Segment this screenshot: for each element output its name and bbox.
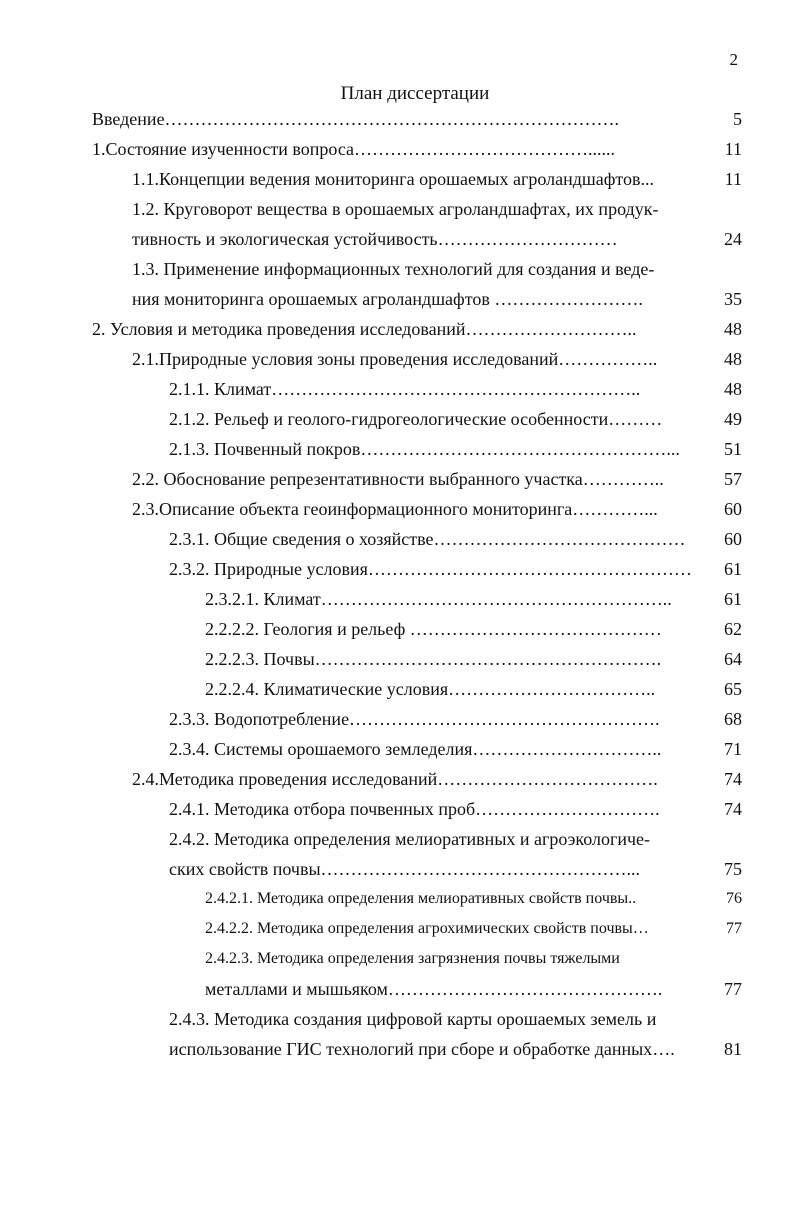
toc-entry-page: 77 bbox=[724, 979, 742, 999]
toc-entry-text: Введение…………………………………………………………………. bbox=[92, 109, 620, 129]
toc-entry bbox=[92, 104, 742, 134]
toc-entry bbox=[92, 734, 742, 764]
toc-entry-page: 74 bbox=[724, 799, 742, 819]
toc-entry-text: 2.3.2. Природные условия……………………………………………… bbox=[169, 559, 692, 579]
toc-entry-text: 2.3.Описание объекта геоинформационного мониторинга…………... bbox=[132, 499, 658, 519]
toc-entry bbox=[92, 224, 742, 254]
toc-entry bbox=[92, 284, 742, 314]
toc-entry-page: 61 bbox=[724, 589, 742, 609]
toc-entry-page: 60 bbox=[724, 499, 742, 519]
toc-entry-text: 2.4.2.1. Методика определения мелиоративных свойств почвы.. bbox=[205, 890, 637, 907]
toc-entry-page: 71 bbox=[724, 739, 742, 759]
toc-entry bbox=[92, 974, 742, 1004]
toc-entry-text: 2.2.2.2. Геология и рельеф …………………………………… bbox=[205, 619, 662, 639]
toc-entry bbox=[92, 404, 742, 434]
toc-entry bbox=[92, 494, 742, 524]
toc-entry bbox=[92, 854, 742, 884]
toc-entry bbox=[92, 1004, 742, 1034]
toc-entry-page: 48 bbox=[724, 319, 742, 339]
toc-entry-page: 60 bbox=[724, 529, 742, 549]
toc-entry bbox=[92, 374, 742, 404]
toc-entry bbox=[92, 764, 742, 794]
toc-entry-page: 81 bbox=[724, 1039, 742, 1059]
toc-entry-text: 2. Условия и методика проведения исследований……………………….. bbox=[92, 319, 637, 339]
toc-entry bbox=[92, 164, 742, 194]
toc-entry-text: 1.Состояние изученности вопроса…………………………………...... bbox=[92, 139, 616, 159]
toc-entry-page: 51 bbox=[724, 439, 742, 459]
toc-entry-text: 2.1.1. Климат…………………………………………………….. bbox=[169, 379, 641, 399]
toc-entry-text: металлами и мышьяком………………………………………. bbox=[205, 979, 663, 999]
toc-entry bbox=[92, 584, 742, 614]
toc-entry-text: 2.3.1. Общие сведения о хозяйстве…………………………………… bbox=[169, 529, 686, 549]
toc-entry-text: 2.4.2. Методика определения мелиоративных и агроэкологиче- bbox=[169, 829, 650, 849]
toc-entry bbox=[92, 554, 742, 584]
toc-entry-page: 35 bbox=[724, 289, 742, 309]
page-title: План диссертации bbox=[340, 83, 490, 104]
toc-entry-text: 1.2. Круговорот вещества в орошаемых агроландшафтах, их продук- bbox=[132, 199, 659, 219]
toc-entry-text: 2.4.2.3. Методика определения загрязнения почвы тяжелыми bbox=[205, 950, 620, 967]
toc-entry-page: 75 bbox=[724, 859, 742, 879]
toc-entry-text: 2.1.3. Почвенный покров……………………………………………... bbox=[169, 439, 680, 459]
toc-entry bbox=[92, 644, 742, 674]
toc-entry bbox=[92, 464, 742, 494]
toc-entry-text: 2.3.4. Системы орошаемого земледелия………………………….. bbox=[169, 739, 662, 759]
toc-entry-text: ния мониторинга орошаемых агроландшафтов ……………………. bbox=[132, 289, 643, 309]
toc-entry-page: 77 bbox=[726, 920, 742, 937]
toc-entry-page: 74 bbox=[724, 769, 742, 789]
toc-entry bbox=[92, 194, 742, 224]
toc-entry bbox=[92, 944, 742, 974]
toc-entry bbox=[92, 314, 742, 344]
toc-entry-page: 76 bbox=[726, 890, 742, 907]
toc-entry bbox=[92, 524, 742, 554]
table-of-contents bbox=[92, 104, 742, 1064]
toc-entry-page: 24 bbox=[724, 229, 742, 249]
toc-entry-page: 49 bbox=[724, 409, 742, 429]
toc-entry-text: 2.2.2.3. Почвы…………………………………………………. bbox=[205, 649, 662, 669]
toc-entry-page: 62 bbox=[724, 619, 742, 639]
toc-entry-page: 68 bbox=[724, 709, 742, 729]
toc-entry bbox=[92, 134, 742, 164]
toc-entry bbox=[92, 254, 742, 284]
toc-entry bbox=[92, 674, 742, 704]
toc-entry-text: 1.3. Применение информационных технологий для создания и веде- bbox=[132, 259, 655, 279]
toc-entry bbox=[92, 824, 742, 854]
toc-entry-text: 2.2.2.4. Климатические условия…………………………….. bbox=[205, 679, 656, 699]
toc-entry-text: 2.2. Обоснование репрезентативности выбранного участка………….. bbox=[132, 469, 664, 489]
toc-entry-text: 2.4.2.2. Методика определения агрохимических свойств почвы… bbox=[205, 920, 649, 937]
toc-entry-text: тивность и экологическая устойчивость………………………… bbox=[132, 229, 618, 249]
toc-entry bbox=[92, 884, 742, 914]
toc-entry-page: 5 bbox=[733, 109, 742, 129]
toc-entry-text: 2.4.Методика проведения исследований………………………………. bbox=[132, 769, 658, 789]
toc-entry bbox=[92, 344, 742, 374]
toc-entry-page: 65 bbox=[724, 679, 742, 699]
toc-entry-text: 2.4.1. Методика отбора почвенных проб…………………………. bbox=[169, 799, 660, 819]
toc-entry bbox=[92, 1034, 742, 1064]
toc-entry-page: 64 bbox=[724, 649, 742, 669]
toc-entry-page: 48 bbox=[724, 379, 742, 399]
toc-entry-text: 2.3.3. Водопотребление……………………………………………. bbox=[169, 709, 660, 729]
toc-entry-page: 48 bbox=[724, 349, 742, 369]
page-number: 2 bbox=[729, 50, 738, 69]
toc-entry-text: 2.3.2.1. Климат………………………………………………….. bbox=[205, 589, 672, 609]
toc-entry-page: 11 bbox=[724, 139, 742, 159]
toc-entry-text: 2.1.Природные условия зоны проведения исследований…………….. bbox=[132, 349, 658, 369]
toc-entry-text: 2.1.2. Рельеф и геолого-гидрогеологические особенности……… bbox=[169, 409, 663, 429]
toc-entry bbox=[92, 914, 742, 944]
toc-entry-text: использование ГИС технологий при сборе и обработке данных…. bbox=[169, 1039, 675, 1059]
toc-entry-page: 57 bbox=[724, 469, 742, 489]
toc-entry bbox=[92, 704, 742, 734]
toc-entry-text: ских свойств почвы……………………………………………... bbox=[169, 859, 641, 879]
toc-entry-page: 61 bbox=[724, 559, 742, 579]
toc-entry-page: 11 bbox=[724, 169, 742, 189]
toc-entry-text: 1.1.Концепции ведения мониторинга орошаемых агроландшафтов... bbox=[132, 169, 655, 189]
toc-entry bbox=[92, 434, 742, 464]
toc-entry-text: 2.4.3. Методика создания цифровой карты орошаемых земель и bbox=[169, 1009, 657, 1029]
toc-entry bbox=[92, 794, 742, 824]
toc-entry bbox=[92, 614, 742, 644]
